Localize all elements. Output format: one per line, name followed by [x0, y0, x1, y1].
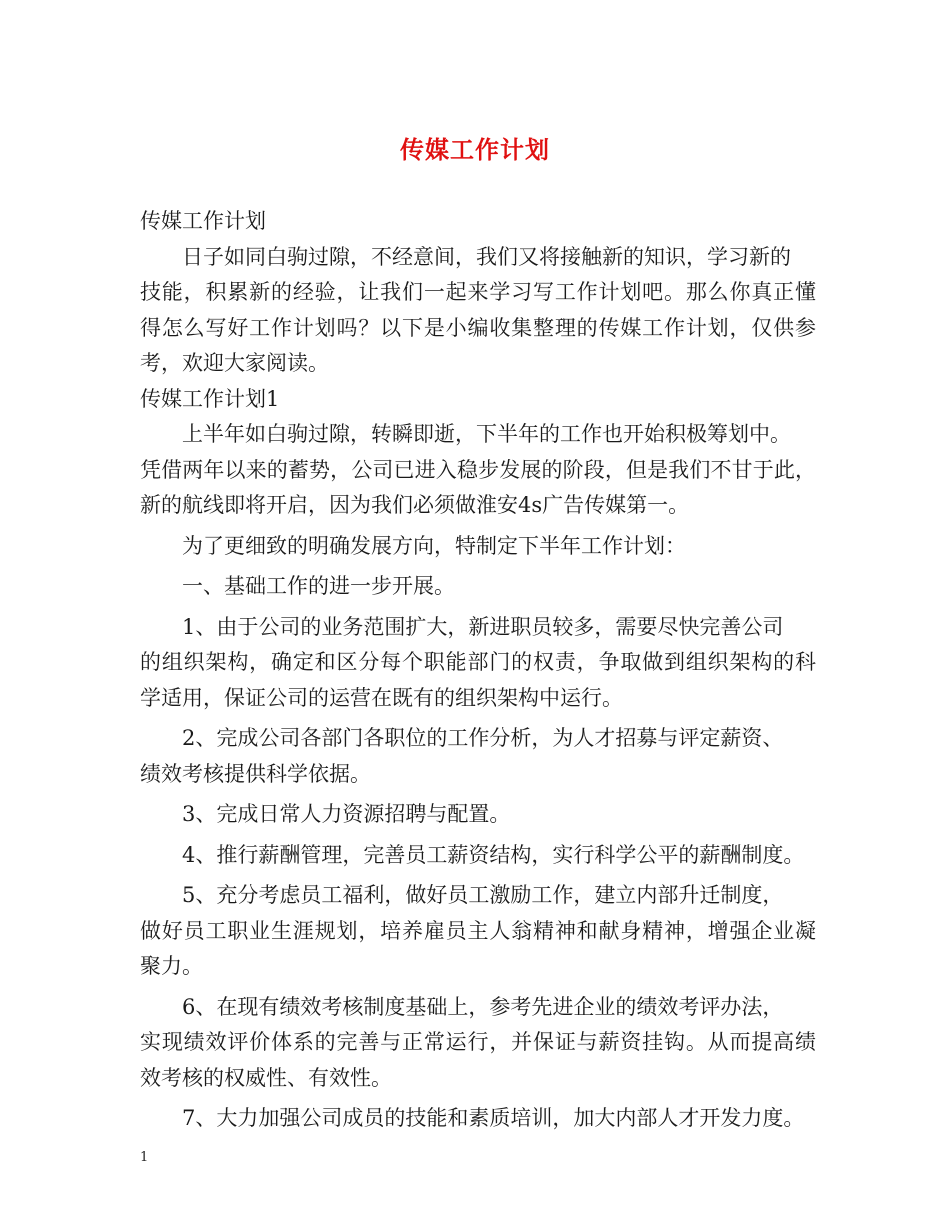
subtitle-line: 传媒工作计划: [140, 209, 266, 233]
text-line: 效考核的权威性、有效性。: [140, 1065, 392, 1090]
text-line: 做好员工职业生涯规划，培养雇员主人翁精神和献身精神，增强企业凝: [140, 918, 816, 943]
text-line: 5、充分考虑员工福利，做好员工激励工作，建立内部升迁制度，: [182, 883, 784, 907]
text-line: 2、完成公司各部门各职位的工作分析，为人才招募与评定薪资、: [182, 726, 784, 750]
text-line: 一、基础工作的进一步开展。: [182, 574, 455, 598]
text-line: 绩效考核提供科学依据。: [140, 761, 371, 786]
text-line: 日子如同白驹过隙，不经意间，我们又将接触新的知识，学习新的: [182, 244, 791, 269]
document-title: 传媒工作计划: [400, 136, 550, 164]
text-line: 1、由于公司的业务范围扩大，新进职员较多，需要尽快完善公司: [182, 614, 784, 639]
page-number: 1: [140, 1150, 149, 1165]
text-line: 的组织架构，确定和区分每个职能部门的权责，争取做到组织架构的科: [140, 650, 816, 674]
text-line: 实现绩效评价体系的完善与正常运行，并保证与薪资挂钩。从而提高绩: [140, 1030, 816, 1054]
text-line: 新的航线即将开启，因为我们必须做淮安4s广告传媒第一。: [140, 493, 690, 517]
document-body: [140, 204, 816, 1137]
text-line: 凭借两年以来的蓄势，公司已进入稳步发展的阶段，但是我们不甘于此，: [140, 457, 816, 482]
text-line: 6、在现有绩效考核制度基础上，参考先进企业的绩效考评办法，: [182, 994, 784, 1019]
text-line: 学适用，保证公司的运营在既有的组织架构中运行。: [140, 685, 623, 710]
text-line: 考，欢迎大家阅读。: [140, 351, 329, 375]
text-line: 得怎么写好工作计划吗？以下是小编收集整理的传媒工作计划，仅供参: [140, 315, 816, 340]
text-line: 技能，积累新的经验，让我们一起来学习写工作计划吧。那么你真正懂: [140, 280, 816, 304]
text-line: 为了更细致的明确发展方向，特制定下半年工作计划：: [182, 533, 686, 558]
text-line: 3、完成日常人力资源招聘与配置。: [182, 802, 511, 826]
text-line: 7、大力加强公司成员的技能和素质培训，加大内部人才开发力度。: [182, 1106, 805, 1130]
text-line: 上半年如白驹过隙，转瞬即逝，下半年的工作也开始积极筹划中。: [182, 422, 791, 446]
section-heading: 传媒工作计划1: [140, 386, 280, 411]
text-line: 聚力。: [140, 954, 203, 978]
text-line: 4、推行薪酬管理，完善员工薪资结构，实行科学公平的薪酬制度。: [182, 842, 805, 867]
